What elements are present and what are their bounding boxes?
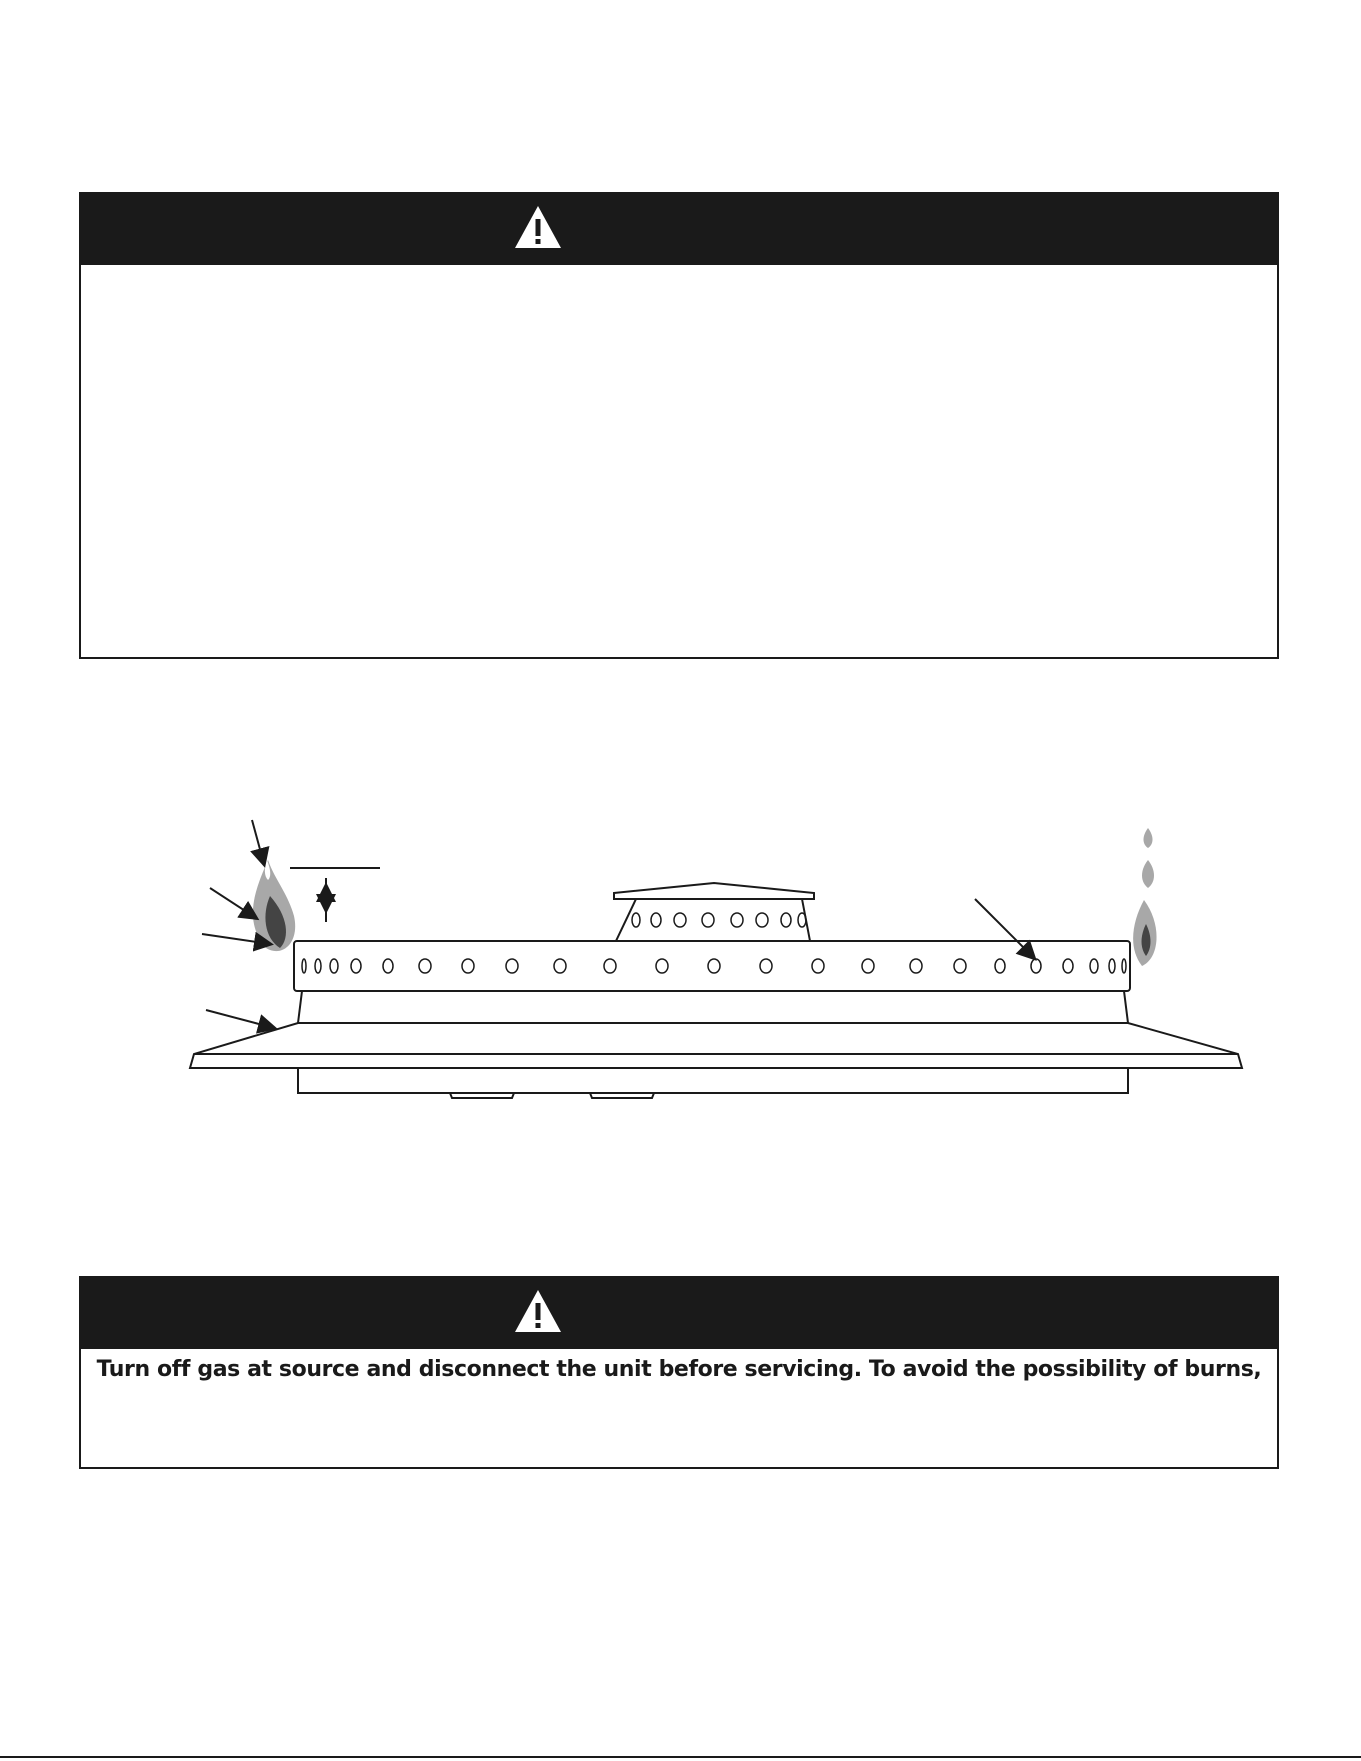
ring-ports — [302, 959, 1126, 973]
flame-icon — [253, 860, 295, 951]
page-bottom-rule — [0, 1756, 1361, 1758]
burner-cap-plate — [614, 883, 814, 899]
warning-header-top — [81, 194, 1277, 265]
burner-illustration — [170, 798, 1250, 1108]
burner-base — [298, 1068, 1128, 1093]
warning-triangle-icon — [513, 1288, 563, 1334]
burner-diagram — [170, 798, 1250, 1108]
warning-box-top — [79, 192, 1279, 659]
burner-ring-base — [298, 991, 1128, 1023]
warning-header-bottom — [81, 1278, 1277, 1349]
flame-icon — [1133, 828, 1156, 966]
burner-skirt — [190, 1023, 1242, 1068]
cap-ports — [632, 913, 806, 927]
arrow-icon — [202, 820, 1034, 1028]
warning-box-bottom — [79, 1276, 1279, 1469]
warning-triangle-icon — [513, 204, 563, 250]
warning-text-bottom: Turn off gas at source and disconnect the unit before servicing. To avoid the possibility of burns, — [96, 1357, 1262, 1382]
